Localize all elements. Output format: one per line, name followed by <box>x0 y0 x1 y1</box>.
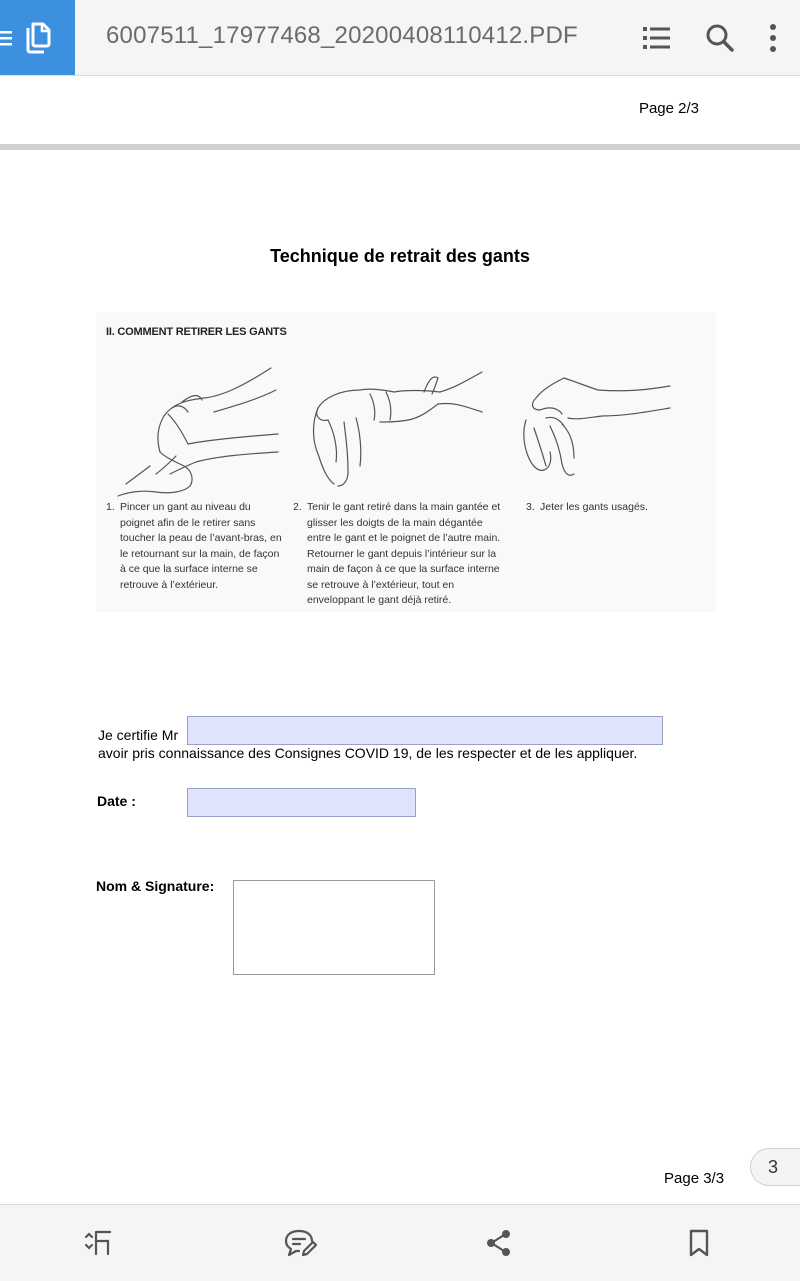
step-number: 3. <box>526 501 535 513</box>
figure-heading: II. COMMENT RETIRER LES GANTS <box>106 326 287 338</box>
bookmark-icon <box>683 1227 715 1259</box>
comment-icon <box>283 1227 317 1259</box>
top-app-bar <box>0 0 800 76</box>
search-icon <box>700 18 740 58</box>
page-indicator[interactable] <box>750 1148 800 1186</box>
date-field[interactable] <box>187 788 416 817</box>
document-list-button[interactable] <box>0 0 75 75</box>
name-field[interactable] <box>187 716 663 745</box>
outline-button[interactable] <box>637 18 677 58</box>
document-filename: 6007511_17977468_20200408110412.PDF <box>106 22 578 49</box>
glove-step-2-illustration <box>304 362 484 497</box>
search-button[interactable] <box>700 18 740 58</box>
more-options-button[interactable] <box>753 18 793 58</box>
page-number: Page 3/3 <box>664 1170 725 1187</box>
glove-removal-figure <box>96 312 716 612</box>
menu-icon <box>0 30 12 46</box>
step-2 <box>293 500 508 609</box>
list-icon <box>637 18 677 58</box>
certify-label: Je certifie Mr <box>98 727 179 743</box>
edit-text-icon <box>82 1227 114 1259</box>
more-vert-icon <box>753 18 793 58</box>
edit-text-button[interactable] <box>82 1227 114 1259</box>
bottom-toolbar <box>0 1204 800 1281</box>
step-text: Jeter les gants usagés. <box>540 501 648 513</box>
comment-button[interactable] <box>283 1227 315 1259</box>
date-label: Date : <box>97 793 136 809</box>
page-indicator-number: 3 <box>768 1157 779 1177</box>
glove-step-3-illustration <box>516 370 676 485</box>
page-title: Technique de retrait des gants <box>270 246 530 266</box>
step-number: 1. <box>106 501 115 513</box>
step-number: 2. <box>293 501 302 513</box>
step-3 <box>526 500 706 516</box>
signature-label-text: Nom & Signature: <box>96 878 215 894</box>
page-number: Page 2/3 <box>638 100 699 117</box>
pdf-page-2 <box>0 76 800 144</box>
pdf-page-3 <box>0 150 800 1204</box>
certify-statement: avoir pris connaissance des Consignes COVID 19, de les respecter et de les appliquer. <box>98 745 638 761</box>
step-text: Pincer un gant au niveau du poignet afin de le retirer sans toucher la peau de l’avant-bras, en le retournant sur la main, de façon à ce que la surface interne se retrouve à l’extérieur. <box>120 501 282 591</box>
signature-label <box>96 878 214 894</box>
step-text: Tenir le gant retiré dans la main gantée et glisser les doigts de la main dégantée entre le gant et le poignet de l’autre main. Retourner le gant depuis l’intérieur sur la main de façon à ce que la surface interne se retrouve à l’extérieur, tout en enveloppant le gant déjà retiré. <box>307 501 501 606</box>
share-button[interactable] <box>483 1227 515 1259</box>
bookmark-button[interactable] <box>683 1227 715 1259</box>
share-icon <box>483 1227 515 1259</box>
glove-step-1-illustration <box>106 362 286 497</box>
signature-box[interactable] <box>233 880 435 975</box>
step-1 <box>106 500 282 593</box>
document-icon <box>24 22 52 54</box>
